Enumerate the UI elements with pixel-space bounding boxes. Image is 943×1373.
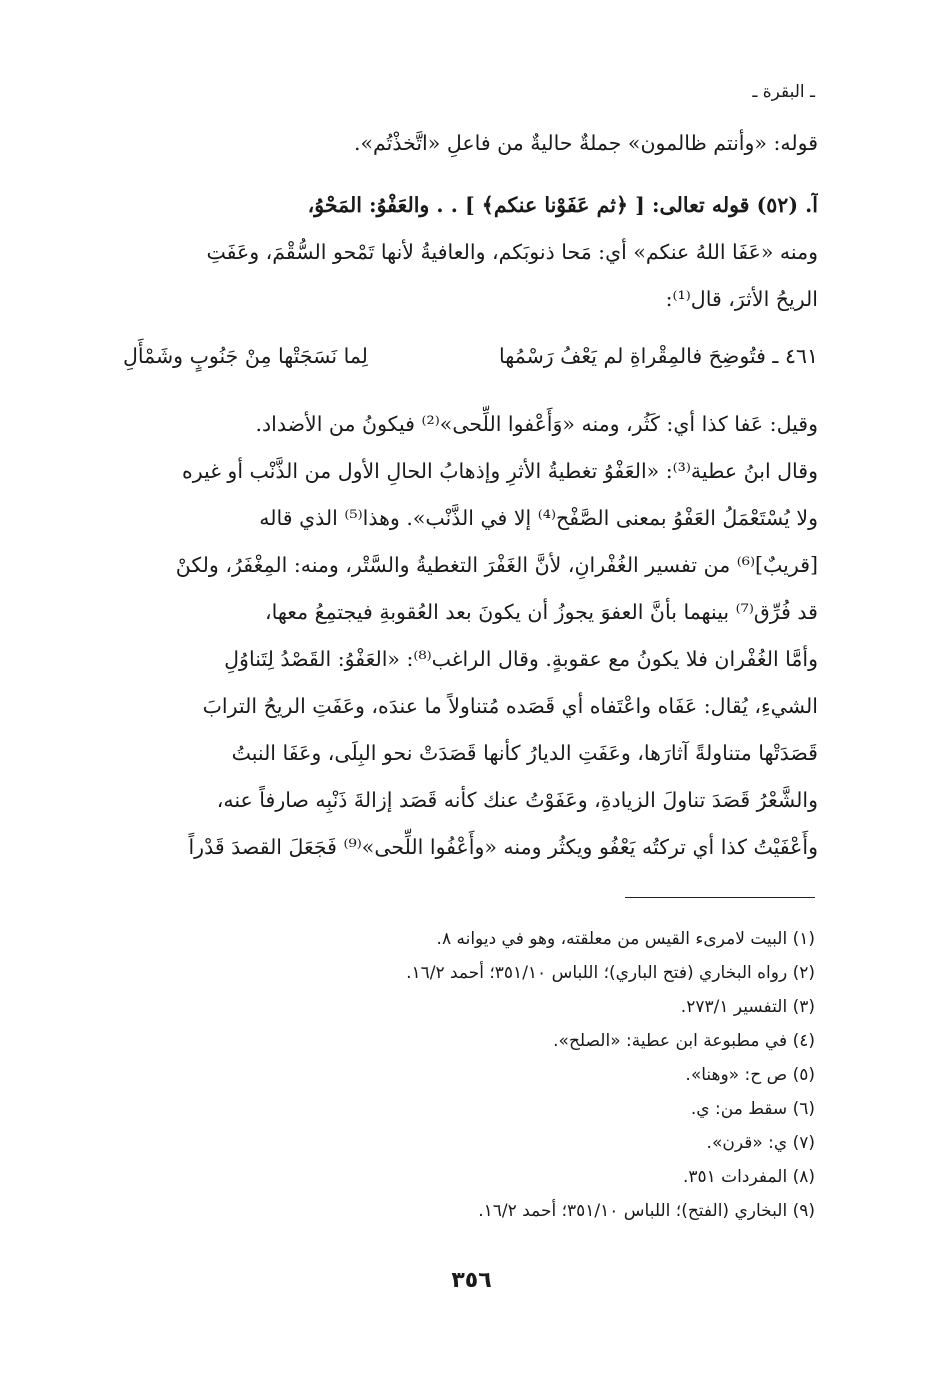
footnote: (٣) التفسير ٢٧٣/١. (680, 997, 815, 1017)
running-header: ـ البقرة ـ (752, 82, 815, 102)
main-line: قَصَدَتْها متناولةً آثارَها، وعَفَتِ الديارُ كأنها قَصَدَتْ نحو البِلَى، وعَفَا النبتُ (231, 741, 818, 765)
intro-line: قوله: «وأنتم ظالمون» جملةٌ حاليةٌ من فاعلِ «اتَّخذْتُم». (353, 131, 818, 155)
verse-line-3: الريحُ الأثرَ، قال⁽¹⁾: (665, 287, 818, 311)
footnote: (٦) سقط من: ي. (690, 1099, 815, 1119)
main-line: وقيل: عَفا كذا أي: كَثُر، ومنه «وَأَعْفوا اللِّحى»⁽²⁾ فيكونُ من الأضداد. (255, 412, 818, 436)
verse-line-1: آ. (٥٢) قوله تعالى: [ ﴿ثم عَفَوْنا عنكم﴾ ] . . والعَفْوُ: المَحْوُ، (307, 193, 818, 217)
main-line: قد فُرِّق⁽⁷⁾ بينهما بأنَّ العفوَ يجوزُ أن يكونَ بعد العُقوبةِ فيجتمِعُ معها، (264, 600, 818, 624)
main-line: وقال ابنُ عطية⁽³⁾: «العَفْوُ تغطيةُ الأثرِ وإذهابُ الحالِ الأول من الذَّنْب أو غيره (181, 459, 818, 483)
main-line: ولا يُسْتَعْمَلُ العَفْوُ بمعنى الصَّفْح⁽⁴⁾ إلا في الذَّنْب». وهذا⁽⁵⁾ الذي قاله (259, 506, 818, 530)
footnote: (٧) ي: «قرن». (706, 1133, 815, 1153)
main-line: وأمَّا الغُفْران فلا يكونُ مع عقوبةٍ. وقال الراغب⁽⁸⁾: «العَفْوُ: القَصْدُ لِتَناوُلِ (224, 647, 818, 671)
verse-commentary (123, 182, 818, 323)
main-line: الشيءِ، يُقال: عَفَاه واعْتَفاه أي قَصَده مُتناولاً ما عندَه، وعَفَتِ الريحُ الترابَ (202, 694, 818, 718)
page-number: ٣٥٦ (451, 1268, 492, 1293)
footnote-separator (625, 897, 815, 898)
main-paragraph (123, 401, 818, 871)
footnote: (١) البيت لامرىء القيس من معلقته، وهو في ديوانه ٨. (436, 929, 815, 949)
footnote: (٢) رواه البخاري (فتح الباري)؛ اللباس ٣٥١/١٠؛ أحمد ١٦/٢. (406, 963, 815, 983)
verse-line-2: ومنه «عَفَا اللهُ عنكم» أي: مَحا ذنوبَكم، والعافيةُ لأنها تَمْحو السُّقْمَ، وعَفَتِ (206, 240, 818, 264)
footnote: (٤) في مطبوعة ابن عطية: «الصلح». (553, 1031, 815, 1051)
footnote: (٥) ص ح: «وهنا». (685, 1065, 815, 1085)
footnote: (٩) البخاري (الفتح)؛ اللباس ٣٥١/١٠؛ أحمد ١٦/٢. (478, 1201, 815, 1221)
main-line: وأَعْفَيْتُ كذا أي تركتُه يَعْفُو ويكثُر ومنه «وأَعْفُوا اللِّحى»⁽⁹⁾ فَجَعَلَ القصدَ قَدْراً (188, 835, 818, 859)
poem-verse (123, 336, 818, 376)
footnotes (125, 922, 815, 1228)
main-line: والشَّعْرُ قَصَدَ تناولَ الزيادةِ، وعَفَوْتُ عنك كأنه قَصَد إزالةَ ذَنْبِه صارفاً عنه، (216, 788, 818, 812)
intro-paragraph (123, 120, 818, 167)
main-line: [قريبٌ]⁽⁶⁾ من تفسير الغُفْرانِ، لأنَّ الغَفْرَ التغطيةُ والسَّتْر، ومنه: المِغْفَرُ، ولكنْ (175, 553, 818, 577)
poem-second-hemistich: لِما نَسَجَتْها مِنْ جَنُوبٍ وشَمْأَلِ (123, 344, 368, 368)
footnote: (٨) المفردات ٣٥١. (682, 1167, 815, 1187)
poem-first-hemistich: ٤٦١ ـ فتُوضِحَ فالمِقْراةِ لم يَعْفُ رَسْمُها (499, 344, 818, 368)
